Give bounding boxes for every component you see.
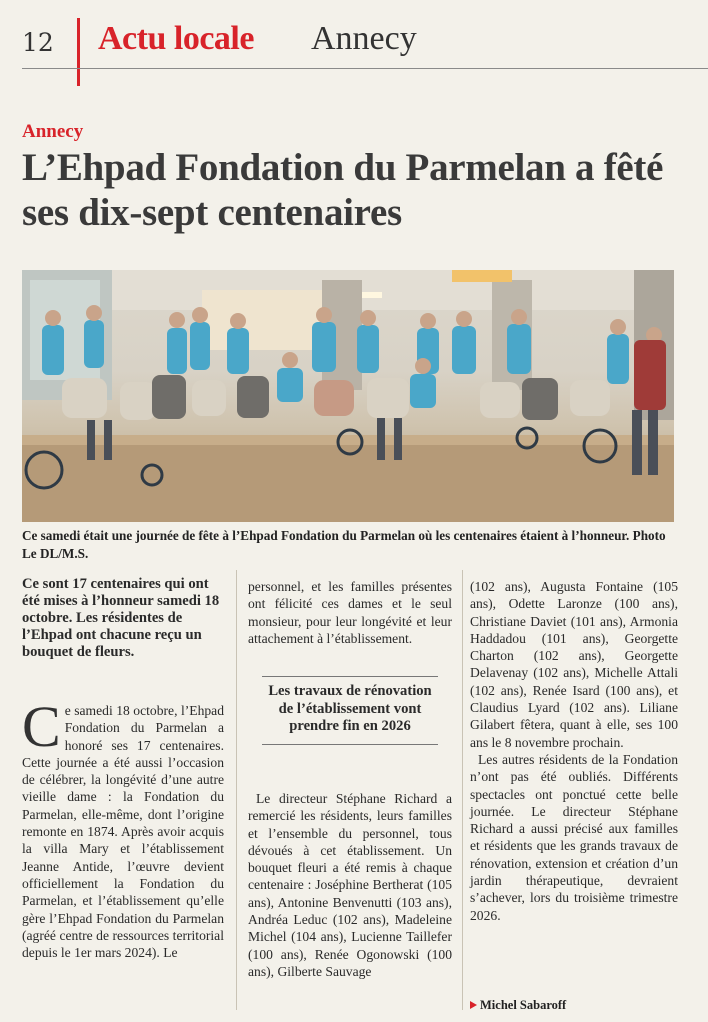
byline-author: Michel Sabaroff [480,998,567,1012]
article-body-col3 [470,578,678,924]
article-headline: L’Ehpad Fondation du Parmelan a fêté ses dix-sept centenaires [22,146,664,234]
column-divider [236,570,237,1010]
subheading-title: Les travaux de rénovation de l’établissement vont prendre fin en 2026 [268,683,432,734]
header-rule [22,68,708,69]
column-divider [462,570,463,1010]
section-city: Annecy [311,20,417,57]
subheading-box [262,676,438,745]
article-kicker: Annecy [22,121,84,142]
photo-caption: Ce samedi était une journée de fête à l’Ehpad Fondation du Parmelan où les centenaires étaient à l’honneur. Photo Le DL/M.S. [22,528,666,561]
page-number: 12 [22,28,54,57]
article-body-col1 [22,694,224,961]
article-body-col2-bottom: Le directeur Stéphane Richard a remercié les résidents, leurs familles et l’ensemble du personnel, tous dévoués à cet établissement. Un bouquet fleuri a été remis à chaque centenaire : Joséphine Bertherat (105 ans), Antonine Benvenutti (103 ans), Andréa Leduc (102 ans), Madeleine Michel (104 ans), Lucienne Taillefer (100 ans), Renée Ogonowski (100 ans), Gilberte Sauvage [248,791,452,979]
section-title: Actu locale [98,20,254,57]
header-divider [77,18,80,86]
article-lead: Ce sont 17 centenaires qui ont été mises à l’honneur samedi 18 octobre. Les résidentes de l’Ehpad ont chacune reçu un bouquet de fleurs. [22,576,220,660]
body-paragraph: Les autres résidents de la Fondation n’ont pas été oubliés. Différents spectacles ont ponctué cette belle journée. Le directeur Stéphane Richard a aussi précisé aux familles et résidents que les grands travaux de rénovation, extension et création d’un jardin thérapeutique, devraient s’achever, lors du troisième trimestre 2026. [470,751,678,923]
article-photo [22,270,674,522]
article-byline [470,998,566,1013]
body-paragraph: e samedi 18 octobre, l’Ehpad Fondation du Parmelan a honoré ses 17 centenaires. Cette journée a été aussi l’occasion de célébrer, la longévité d’une autre vieille dame : la Fondation du Parmelan, elle-même, dont l’origine remonte en 1874. Après avoir acquis la villa Mary et l’établissement Jeanne Antide, l’œuvre devient officiellement la Fondation du Parmelan, et l’établissement qu’elle gère l’Ehpad Fondation du Parmelan (agréé centre de ressources territorial depuis le 1er mars 2024). Le [22,703,224,961]
article-body-col2-top: personnel, et les familles présentes ont félicité ces dames et le seul monsieur, pour leur longévité et leur attachement à l’établissement. [248,579,452,646]
byline-arrow-icon [470,1001,477,1009]
group-photo-illustration [22,270,674,522]
dropcap: C [22,694,61,759]
body-paragraph: (102 ans), Augusta Fontaine (105 ans), Odette Laronze (100 ans), Christiane Daviet (101 ans), Armonia Haddadou (101 ans), Georgette Charton (102 ans), Georgette Delavenay (102 ans), Michelle Attali (102 ans), Renée Isard (100 ans), et Claudius Lyard (102 ans). Liliane Gilabert fêtera, quant à elle, ses 100 ans le 8 novembre prochain. [470,579,678,750]
